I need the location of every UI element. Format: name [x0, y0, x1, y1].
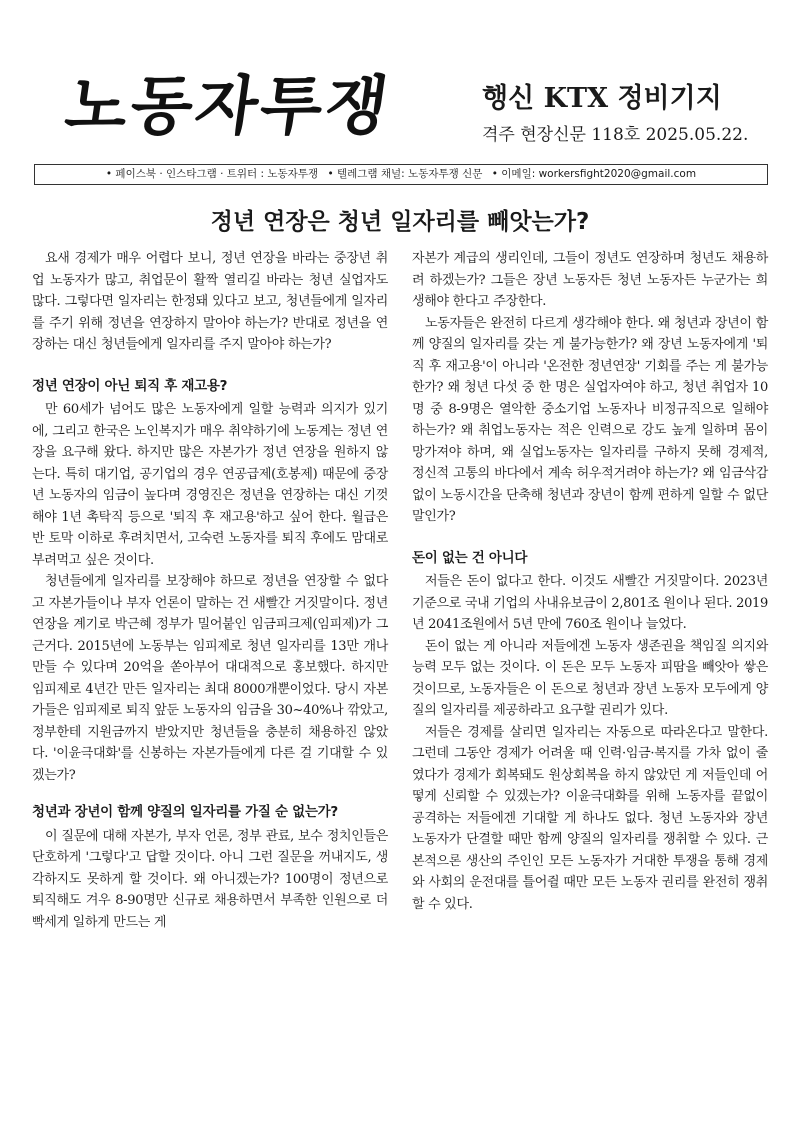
paragraph: 돈이 없는 게 아니라 저들에겐 노동자 생존권을 책임질 의지와 능력 모두 없는 것이다. 이 돈은 모두 노동자 피땀을 빼앗아 쌓은 것이므로, 노동자들은 이 돈으로 청년과 장년 노동자 모두에게 양질의 일자리를 제공하라고 요구할 권리가 있다. [412, 638, 768, 718]
left-column [32, 248, 388, 933]
contact-email: • 이메일: workersfight2020@gmail.com [491, 168, 697, 180]
contact-telegram: • 텔레그램 채널: 노동자투쟁 신문 [327, 168, 483, 180]
intro-paragraph: 요새 경제가 매우 어렵다 보니, 정년 연장을 바라는 중장년 취업 노동자가 많고, 취업문이 활짝 열리길 바라는 청년 실업자도 많다. 그렇다면 일자리는 한정돼 있다고 보고, 청년들에게 일자리를 주기 위해 정년을 연장하지 말아야 하는가? 반대로 정년을 연장하는 대신 청년들에게 일자리를 주지 말아야 하는가? [32, 251, 388, 352]
paragraph: 청년들에게 일자리를 보장해야 하므로 정년을 연장할 수 없다고 자본가들이나 부자 언론이 말하는 건 새빨간 거짓말이다. 정년연장을 계기로 박근혜 정부가 밀어붙인 임금피크제(임피제)가 그 근거다. 2015년에 노동부는 임피제로 청년 일자리를 13만 개나 만들 수 있다며 20억을 쏟아부어 대대적으로 홍보했다. 하지만 임피제로 4년간 만든 일자리는 최대 8000개뿐이었다. 당시 자본가들은 임피제로 퇴직 앞둔 노동자의 임금을 30~40%나 깎았고, 정부한테 지원금까지 받았지만 청년들을 충분히 채용하진 않았다. '이윤극대화'를 신봉하는 자본가들에게 다른 걸 기대할 수 있겠는가? [32, 574, 388, 783]
paragraph: 이 질문에 대해 자본가, 부자 언론, 정부 관료, 보수 정치인들은 단호하게 '그렇다'고 답할 것이다. 아니 그런 질문을 꺼내지도, 생각하지도 못하게 할 것이다. 왜 아니겠는가? 100명이 정년으로 퇴직해도 겨우 8-90명만 신규로 채용하면서 부족한 인원으로 더 빡세게 일하게 만드는 게 [32, 828, 388, 930]
contact-bar [34, 164, 768, 185]
section-heading: 정년 연장이 아닌 퇴직 후 재고용? [32, 377, 228, 394]
issue-title: 행신 KTX 정비기지 [482, 83, 722, 114]
paragraph: 저들은 돈이 없다고 한다. 이것도 새빨간 거짓말이다. 2023년 기준으로 국내 기업의 사내유보금이 2,801조 원이나 된다. 2019년 2041조원에서 5년 만에 760조 원이나 늘었다. [412, 574, 768, 632]
article-headline: 정년 연장은 청년 일자리를 빼앗는가? [210, 209, 590, 235]
newspaper-logo: 노동자투쟁 [60, 70, 396, 144]
paragraph: 노동자들은 완전히 다르게 생각해야 한다. 왜 청년과 장년이 함께 양질의 일자리를 갖는 게 불가능한가? 왜 장년 노동자에게 '퇴직 후 재고용'이 아니라 '온전한 정년연장' 기회를 주는 게 불가능한가? 왜 청년 다섯 중 한 명은 실업자여야 하고, 청년 취업자 10명 중 8-9명은 열악한 중소기업 노동자나 비정규직으로 일해야 하는가? 왜 취업노동자는 적은 인력으로 강도 높게 일하며 몸이 망가져야 하며, 왜 실업노동자는 일자리를 구하지 못해 경제적, 정신적 고통의 바다에서 계속 허우적거려야 하는가? 왜 임금삭감 없이 노동시간을 단축해 청년과 장년이 함께 편하게 일할 수 없단 말인가? [412, 315, 768, 524]
right-column [412, 248, 768, 915]
masthead [60, 62, 756, 162]
paragraph: 자본가 계급의 생리인데, 그들이 정년도 연장하며 청년도 채용하려 하겠는가? 그들은 장년 노동자든 청년 노동자든 누군가는 희생해야 한다고 주장한다. [412, 251, 768, 309]
paragraph: 저들은 경제를 살리면 일자리는 자동으로 따라온다고 말한다. 그런데 그동안 경제가 어려울 때 인력·임금·복지를 가차 없이 줄였다가 경제가 회복돼도 원상회복을 하지 않았던 게 저들인데 어떻게 신뢰할 수 있겠는가? 이윤극대화를 위해 노동자를 끝없이 공격하는 저들에겐 기대할 게 하나도 없다. 청년 노동자와 장년 노동자가 단결할 때만 함께 양질의 일자리를 쟁취할 수 있다. 근본적으론 생산의 주인인 모든 노동자가 거대한 투쟁을 통해 경제와 사회의 운전대를 틀어쥘 때만 모든 노동자 권리를 완전히 쟁취할 수 있다. [412, 724, 768, 912]
section-heading: 청년과 장년이 함께 양질의 일자리를 가질 순 없는가? [32, 804, 338, 820]
paragraph: 만 60세가 넘어도 많은 노동자에게 일할 능력과 의지가 있기에, 그리고 한국은 노인복지가 매우 취약하기에 노동계는 정년 연장을 요구해 왔다. 하지만 많은 자본가가 정년 연장을 원하지 않는다. 특히 대기업, 공기업의 경우 연공급제(호봉제) 때문에 중장년 노동자의 임금이 높다며 경영진은 정년을 연장하는 대신 기껏해야 1년 촉탁직 등으로 '퇴직 후 재고용'하고 싶어 한다. 월급은 반 토막 이하로 후려치면서, 고숙련 노동자를 퇴직 후에도 맘대로 부려먹고 싶은 것이다. [32, 402, 388, 568]
section-heading: 돈이 없는 건 아니다 [412, 549, 528, 566]
issue-line: 격주 현장신문 118호 2025.05.22. [482, 125, 749, 145]
contact-social: • 페이스북 · 인스타그램 · 트위터 : 노동자투쟁 [105, 168, 319, 180]
